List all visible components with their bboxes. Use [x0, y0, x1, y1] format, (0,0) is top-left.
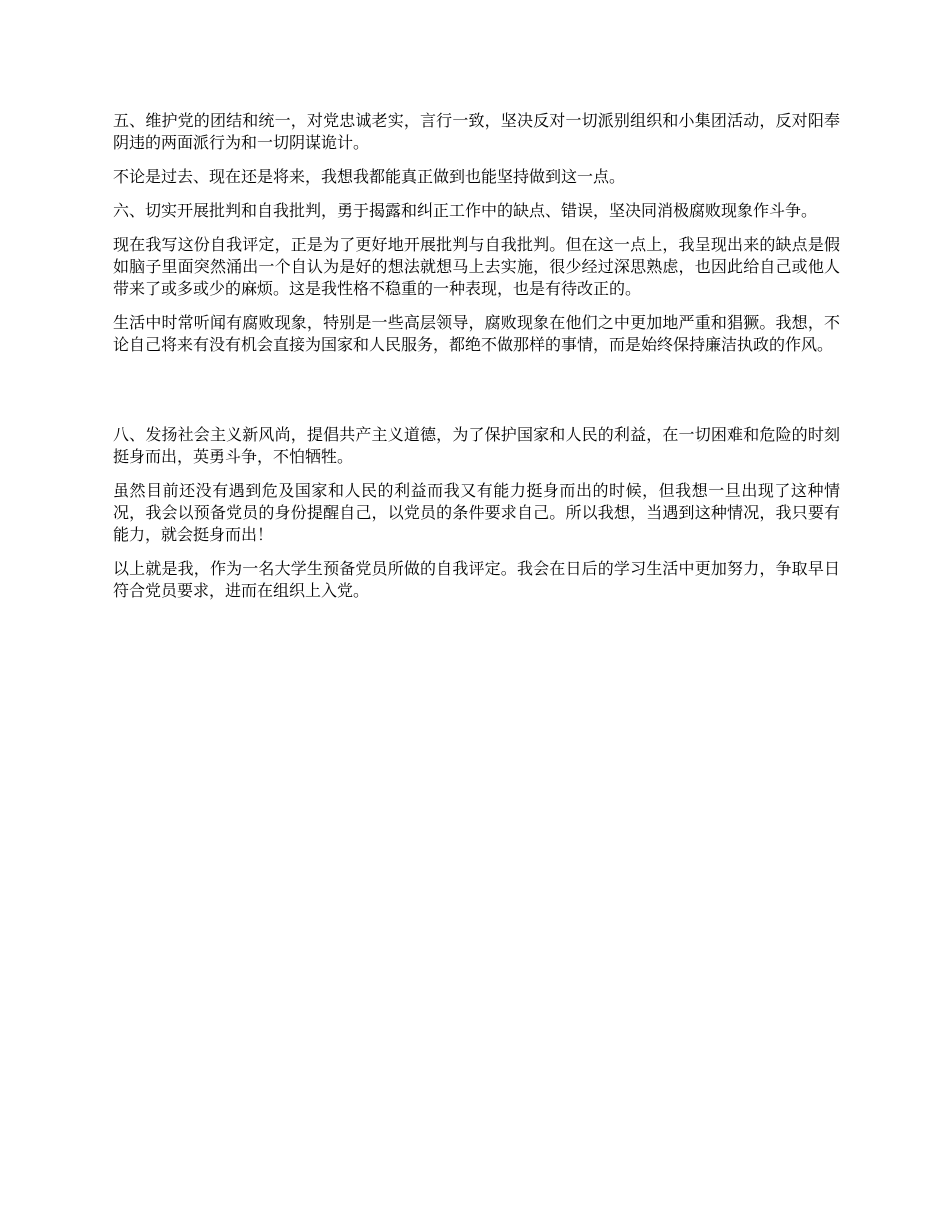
paragraph-courage: 虽然目前还没有遇到危及国家和人民的利益而我又有能力挺身而出的时候，但我想一旦出现了这种情况，我会以预备党员的身份提醒自己，以党员的条件要求自己。所以我想，当遇到这种情况，我只要有能力，就会挺身而出！	[113, 481, 840, 544]
paragraph-principle-five: 五、维护党的团结和统一，对党忠诚老实，言行一致，坚决反对一切派别组织和小集团活动，反对阳奉阴违的两面派行为和一切阴谋诡计。	[113, 111, 840, 152]
section-gap	[113, 368, 840, 424]
paragraph-principle-eight: 八、发扬社会主义新风尚，提倡共产主义道德，为了保护国家和人民的利益，在一切困难和危险的时刻挺身而出，英勇斗争，不怕牺牲。	[113, 425, 840, 466]
paragraph-commitment: 不论是过去、现在还是将来，我想我都能真正做到也能坚持做到这一点。	[113, 167, 626, 186]
paragraph-principle-six: 六、切实开展批判和自我批判，勇于揭露和纠正工作中的缺点、错误，坚决同消极腐败现象作斗争。	[113, 201, 818, 220]
document-body	[113, 110, 840, 614]
paragraph-self-criticism: 现在我写这份自我评定，正是为了更好地开展批判与自我批判。但在这一点上，我呈现出来的缺点是假如脑子里面突然涌出一个自认为是好的想法就想马上去实施，很少经过深思熟虑，也因此给自己或他人带来了或多或少的麻烦。这是我性格不稳重的一种表现，也是有待改正的。	[113, 235, 840, 298]
paragraph-anti-corruption: 生活中时常听闻有腐败现象，特别是一些高层领导，腐败现象在他们之中更加地严重和猖獗。我想，不论自己将来有没有机会直接为国家和人民服务，都绝不做那样的事情，而是始终保持廉洁执政的作风。	[113, 313, 840, 354]
paragraph-conclusion: 以上就是我，作为一名大学生预备党员所做的自我评定。我会在日后的学习生活中更加努力，争取早日符合党员要求，进而在组织上入党。	[113, 559, 840, 600]
